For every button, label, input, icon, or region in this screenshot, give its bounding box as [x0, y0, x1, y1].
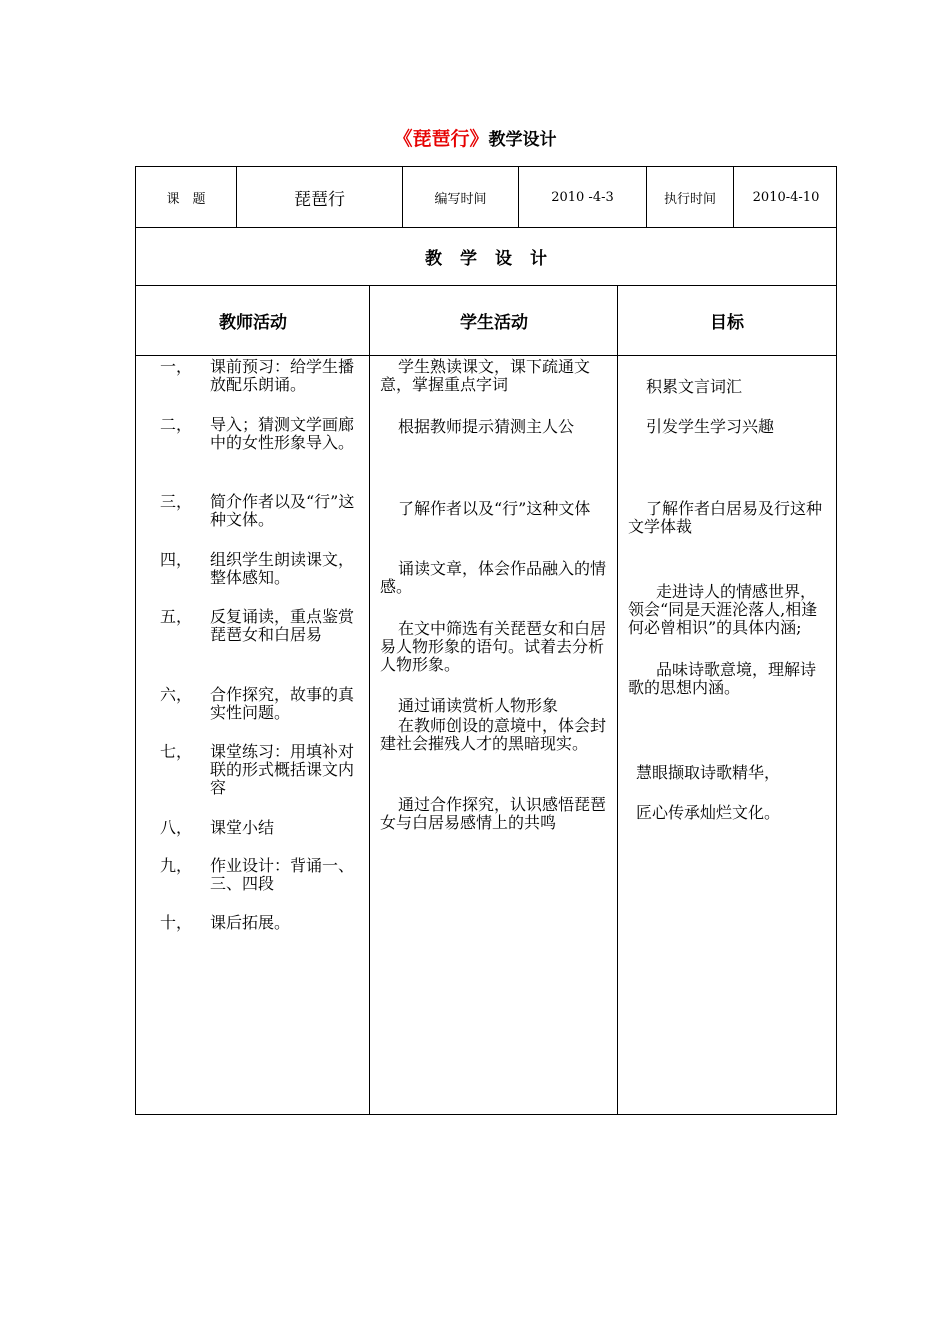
document-title [0, 124, 950, 151]
student-column [370, 356, 617, 1114]
item-number: 十， [160, 913, 193, 932]
student-activity: 在文中筛选有关琵琶女和白居易人物形象的语句。试着去分析人物形象。 [380, 619, 607, 674]
student-activity: 根据教师提示猜测主人公 [398, 417, 575, 436]
item-number: 六， [160, 685, 193, 704]
item-number: 一， [160, 357, 193, 376]
topic-label: 课 题 [136, 167, 237, 227]
item-text: 课堂小结 [210, 818, 275, 837]
item-text: 作业设计：背诵一、三、四段 [210, 856, 355, 893]
item-text: 组织学生朗读课文，整体感知。 [210, 550, 355, 587]
written-time-value: 2010 -4-3 [519, 167, 647, 227]
student-activity: 诵读文章，体会作品融入的情感。 [380, 559, 607, 596]
teacher-column [136, 356, 369, 1114]
item-text: 课前预习：给学生播放配乐朗诵。 [210, 357, 355, 394]
item-text: 反复诵读，重点鉴赏琵琶女和白居易 [210, 607, 355, 644]
objective: 慧眼撷取诗歌精华， [636, 763, 781, 782]
objective-column [618, 356, 836, 1114]
item-number: 八， [160, 818, 193, 837]
objective: 积累文言词汇 [646, 377, 743, 396]
objective: 了解作者白居易及行这种文学体裁 [628, 499, 823, 536]
objective: 匠心传承灿烂文化。 [636, 803, 781, 822]
item-number: 五， [160, 607, 193, 626]
item-text: 课堂练习：用填补对联的形式概括课文内容 [210, 742, 355, 797]
title-work-name: 《琵琶行》 [393, 128, 489, 150]
title-suffix: 教学设计 [488, 130, 557, 150]
objective: 品味诗歌意境，理解诗歌的思想内涵。 [628, 660, 817, 697]
student-activity: 了解作者以及“行”这种文体 [398, 499, 591, 518]
lesson-plan-table [135, 166, 837, 1115]
student-activity: 通过诵读赏析人物形象 [398, 696, 559, 715]
column-header-objective: 目标 [618, 286, 836, 356]
objective: 引发学生学习兴趣 [646, 417, 775, 436]
item-number: 二， [160, 415, 193, 434]
item-number: 九， [160, 856, 193, 875]
item-text: 课后拓展。 [210, 913, 291, 932]
item-text: 导入；猜测文学画廊中的女性形象导入。 [210, 415, 355, 452]
student-activity: 通过合作探究，认识感悟琵琶女与白居易感情上的共鸣 [380, 795, 607, 832]
written-time-label: 编写时间 [403, 167, 519, 227]
item-number: 四， [160, 550, 193, 569]
column-header-student: 学生活动 [370, 286, 618, 356]
column-header-teacher: 教师活动 [136, 286, 370, 356]
item-number: 三， [160, 492, 193, 511]
section-title: 教学设计 [136, 228, 836, 286]
item-text: 简介作者以及“行”这种文体。 [210, 492, 355, 529]
header-row [136, 167, 836, 228]
student-activity: 在教师创设的意境中，体会封建社会摧残人才的黑暗现实。 [380, 716, 607, 753]
item-text: 合作探究，故事的真实性问题。 [210, 685, 355, 722]
exec-time-label: 执行时间 [647, 167, 734, 227]
exec-time-value: 2010-4-10 [752, 189, 820, 205]
student-activity: 学生熟读课文，课下疏通文意，掌握重点字词 [380, 357, 591, 394]
objective: 走进诗人的情感世界，领会“同是天涯沦落人,相逢何必曾相识”的具体内涵; [628, 582, 818, 637]
topic-value: 琵琶行 [237, 167, 403, 227]
item-number: 七， [160, 742, 193, 761]
